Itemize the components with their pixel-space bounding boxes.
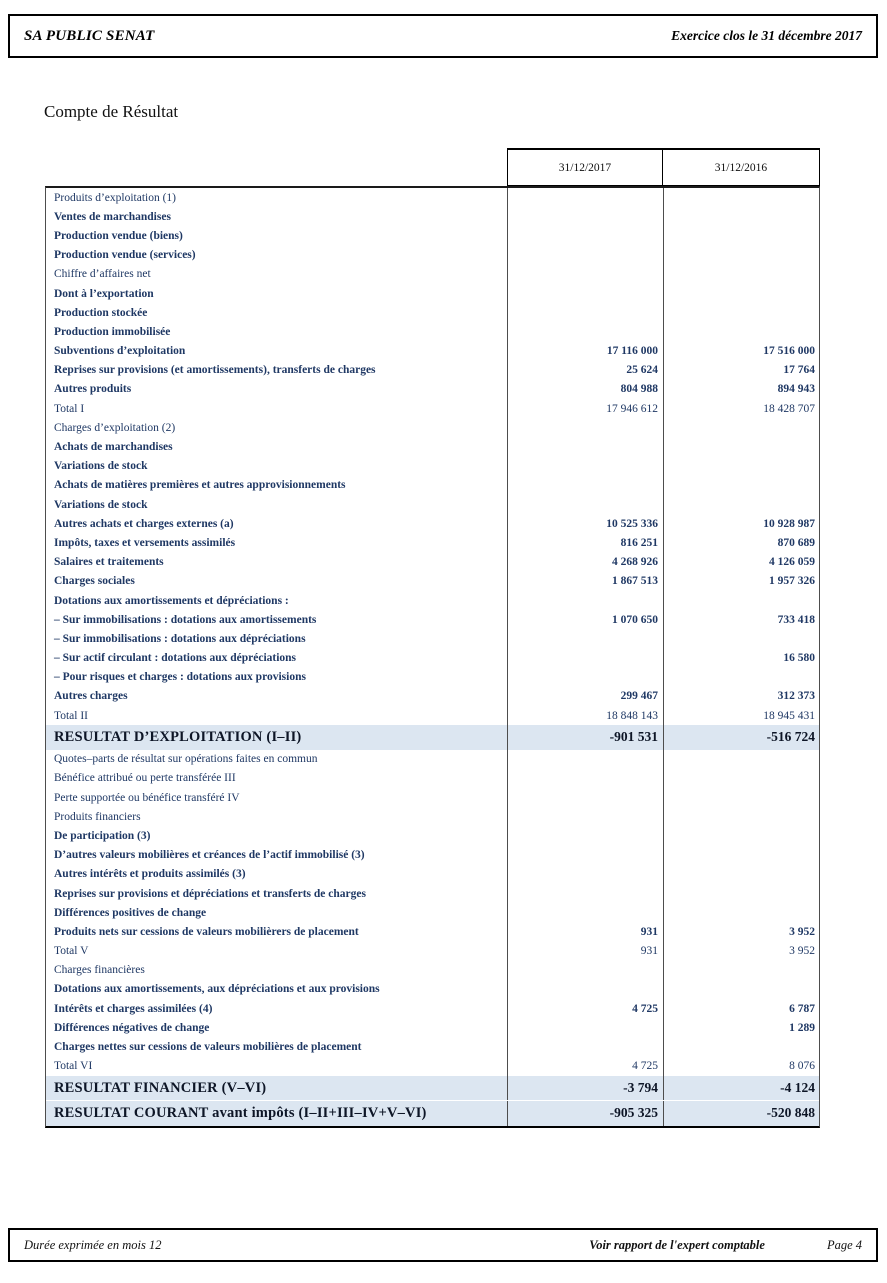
table-row — [46, 1057, 819, 1076]
value-2016: 10 928 987 — [663, 514, 820, 533]
row-label: Chiffre d’affaires net — [54, 268, 151, 281]
table-row — [46, 476, 819, 495]
row-label: Total VI — [54, 1060, 93, 1073]
value-2017 — [507, 865, 663, 884]
table-row — [46, 769, 819, 788]
value-2017 — [507, 207, 663, 226]
value-2017 — [507, 788, 663, 807]
table-row — [46, 649, 819, 668]
value-2016 — [663, 629, 820, 648]
value-2016 — [663, 668, 820, 687]
value-2017 — [507, 750, 663, 769]
table-row — [46, 303, 819, 322]
table-row — [46, 687, 819, 706]
value-2017 — [507, 903, 663, 922]
table-row — [46, 380, 819, 399]
row-label: Produits nets sur cessions de valeurs mobilièrers de placement — [54, 925, 359, 938]
row-label: RESULTAT FINANCIER (V–VI) — [54, 1079, 267, 1096]
table-row — [46, 846, 819, 865]
row-label: Charges d’exploitation (2) — [54, 421, 176, 434]
row-label: Perte supportée ou bénéfice transféré IV — [54, 791, 240, 804]
table-row — [46, 342, 819, 361]
value-2016: 18 428 707 — [663, 399, 820, 418]
row-label: Charges sociales — [54, 575, 135, 588]
row-label: Production vendue (services) — [54, 249, 196, 262]
value-2016 — [663, 207, 820, 226]
value-2016 — [663, 980, 820, 999]
value-2017 — [507, 649, 663, 668]
row-label: Charges financières — [54, 964, 145, 977]
value-2016 — [663, 284, 820, 303]
table-row — [46, 399, 819, 418]
value-2016: 3 952 — [663, 922, 820, 941]
table-row — [46, 610, 819, 629]
value-2016: 1 957 326 — [663, 572, 820, 591]
table-row — [46, 361, 819, 380]
value-2017: 4 725 — [507, 999, 663, 1018]
value-2016: -4 124 — [663, 1076, 820, 1100]
value-2016 — [663, 865, 820, 884]
value-2016 — [663, 769, 820, 788]
row-label: – Sur immobilisations : dotations aux dépréciations — [54, 632, 306, 645]
value-2017: 10 525 336 — [507, 514, 663, 533]
value-2016: 17 764 — [663, 361, 820, 380]
value-2016 — [663, 418, 820, 437]
value-2017 — [507, 629, 663, 648]
value-2016 — [663, 826, 820, 845]
value-2016: 870 689 — [663, 533, 820, 552]
value-2017 — [507, 846, 663, 865]
row-label: RESULTAT D’EXPLOITATION (I–II) — [54, 728, 302, 745]
value-2017 — [507, 668, 663, 687]
row-label: – Pour risques et charges : dotations aux provisions — [54, 671, 306, 684]
result-row — [46, 1076, 819, 1100]
value-2016: 1 289 — [663, 1018, 820, 1037]
row-label: Autres charges — [54, 690, 128, 703]
row-label: Bénéfice attribué ou perte transférée III — [54, 772, 236, 785]
footer-right-group — [589, 1238, 862, 1253]
row-label: Reprises sur provisions (et amortissements), transferts de charges — [54, 364, 376, 377]
value-2017 — [507, 226, 663, 245]
value-2017: -901 531 — [507, 725, 663, 749]
table-row — [46, 999, 819, 1018]
value-2016: 18 945 431 — [663, 706, 820, 725]
footer-expert-note: Voir rapport de l'expert comptable — [589, 1237, 765, 1252]
value-2016 — [663, 807, 820, 826]
value-2017: 4 268 926 — [507, 553, 663, 572]
table-column-headers — [45, 148, 820, 186]
value-2017: -3 794 — [507, 1076, 663, 1100]
table-row — [46, 903, 819, 922]
value-2017: 17 116 000 — [507, 342, 663, 361]
value-2016: 16 580 — [663, 649, 820, 668]
value-2017 — [507, 769, 663, 788]
value-2016: 733 418 — [663, 610, 820, 629]
value-2016 — [663, 495, 820, 514]
value-2017: 931 — [507, 922, 663, 941]
row-label: De participation (3) — [54, 829, 151, 842]
row-label: – Sur immobilisations : dotations aux amortissements — [54, 613, 317, 626]
value-2017: 816 251 — [507, 533, 663, 552]
page-header-frame — [8, 14, 878, 58]
value-2016: 3 952 — [663, 942, 820, 961]
row-label: Dotations aux amortissements et dépréciations : — [54, 594, 289, 607]
row-label: RESULTAT COURANT avant impôts (I–II+III–IV+V–VI) — [54, 1104, 427, 1121]
value-2016: 17 516 000 — [663, 342, 820, 361]
value-2017 — [507, 265, 663, 284]
value-2016 — [663, 188, 820, 207]
row-label: Subventions d’exploitation — [54, 345, 186, 358]
income-statement-table — [45, 148, 820, 1128]
value-2016 — [663, 476, 820, 495]
row-label: Total II — [54, 709, 89, 722]
row-label: Autres achats et charges externes (a) — [54, 517, 234, 530]
value-2017: 1 867 513 — [507, 572, 663, 591]
value-2017 — [507, 826, 663, 845]
value-2016: -520 848 — [663, 1101, 820, 1125]
table-row — [46, 826, 819, 845]
table-row — [46, 284, 819, 303]
row-label: Charges nettes sur cessions de valeurs mobilières de placement — [54, 1041, 362, 1054]
row-label: Dont à l’exportation — [54, 287, 154, 300]
value-2016 — [663, 788, 820, 807]
page-title: Compte de Résultat — [44, 102, 179, 121]
row-label: Dotations aux amortissements, aux dépréciations et aux provisions — [54, 983, 380, 996]
table-row — [46, 980, 819, 999]
value-2017: 25 624 — [507, 361, 663, 380]
value-2017: 931 — [507, 942, 663, 961]
table-row — [46, 188, 819, 207]
row-label: Ventes de marchandises — [54, 210, 171, 223]
value-2017 — [507, 303, 663, 322]
value-2017 — [507, 418, 663, 437]
value-2017 — [507, 591, 663, 610]
column-header-2017: 31/12/2017 — [507, 148, 663, 186]
value-2016: 894 943 — [663, 380, 820, 399]
value-2016 — [663, 750, 820, 769]
value-2016 — [663, 884, 820, 903]
table-row — [46, 807, 819, 826]
table-row — [46, 1037, 819, 1056]
value-2016: 8 076 — [663, 1057, 820, 1076]
table-row — [46, 942, 819, 961]
value-2016 — [663, 903, 820, 922]
footer-duration: Durée exprimée en mois 12 — [24, 1237, 162, 1252]
table-row — [46, 629, 819, 648]
table-row — [46, 437, 819, 456]
value-2017 — [507, 884, 663, 903]
table-row — [46, 961, 819, 980]
table-row — [46, 457, 819, 476]
table-row — [46, 922, 819, 941]
table-row — [46, 226, 819, 245]
column-header-2016: 31/12/2016 — [662, 148, 820, 186]
result-row — [46, 1100, 819, 1125]
value-2016 — [663, 591, 820, 610]
row-label: Quotes–parts de résultat sur opérations faites en commun — [54, 753, 318, 766]
table-row — [46, 668, 819, 687]
value-2016 — [663, 961, 820, 980]
row-label: Total V — [54, 945, 89, 958]
value-2017: -905 325 — [507, 1101, 663, 1125]
value-2016 — [663, 1037, 820, 1056]
value-2017: 804 988 — [507, 380, 663, 399]
value-2016 — [663, 226, 820, 245]
table-row — [46, 865, 819, 884]
table-row — [46, 572, 819, 591]
value-2017 — [507, 1018, 663, 1037]
value-2017 — [507, 246, 663, 265]
table-row — [46, 246, 819, 265]
value-2017 — [507, 1037, 663, 1056]
table-row — [46, 788, 819, 807]
table-row — [46, 591, 819, 610]
value-2016: 6 787 — [663, 999, 820, 1018]
row-label: Impôts, taxes et versements assimilés — [54, 536, 236, 549]
table-row — [46, 418, 819, 437]
value-2016 — [663, 322, 820, 341]
table-row — [46, 322, 819, 341]
table-row — [46, 495, 819, 514]
value-2017 — [507, 961, 663, 980]
row-label: Variations de stock — [54, 460, 148, 473]
table-row — [46, 514, 819, 533]
value-2016: 4 126 059 — [663, 553, 820, 572]
row-label: D’autres valeurs mobilières et créances de l’actif immobilisé (3) — [54, 849, 365, 862]
result-row — [46, 725, 819, 749]
company-name: SA PUBLIC SENAT — [24, 27, 155, 44]
page-footer-frame — [8, 1228, 878, 1262]
table-row — [46, 533, 819, 552]
row-label: Produits financiers — [54, 810, 141, 823]
value-2017 — [507, 980, 663, 999]
table-row — [46, 1018, 819, 1037]
value-2016 — [663, 303, 820, 322]
row-label: Salaires et traitements — [54, 556, 164, 569]
value-2017: 18 848 143 — [507, 706, 663, 725]
row-label: – Sur actif circulant : dotations aux dépréciations — [54, 652, 297, 665]
table-body — [45, 186, 820, 1128]
row-label: Variations de stock — [54, 498, 148, 511]
value-2017 — [507, 476, 663, 495]
value-2017 — [507, 457, 663, 476]
row-label: Intérêts et charges assimilées (4) — [54, 1002, 213, 1015]
value-2016: -516 724 — [663, 725, 820, 749]
table-row — [46, 706, 819, 725]
row-label: Production vendue (biens) — [54, 229, 183, 242]
value-2016: 312 373 — [663, 687, 820, 706]
value-2016 — [663, 457, 820, 476]
row-label: Différences positives de change — [54, 906, 207, 919]
row-label: Différences négatives de change — [54, 1021, 210, 1034]
value-2017 — [507, 495, 663, 514]
value-2017: 1 070 650 — [507, 610, 663, 629]
value-2017: 17 946 612 — [507, 399, 663, 418]
table-row — [46, 553, 819, 572]
value-2017: 4 725 — [507, 1057, 663, 1076]
row-label: Total I — [54, 402, 85, 415]
value-2017 — [507, 284, 663, 303]
row-label: Autres intérêts et produits assimilés (3) — [54, 868, 246, 881]
row-label: Production immobilisée — [54, 325, 171, 338]
table-row — [46, 750, 819, 769]
row-label: Achats de marchandises — [54, 441, 173, 454]
footer-page-number: Page 4 — [826, 1237, 862, 1252]
value-2017 — [507, 188, 663, 207]
table-row — [46, 884, 819, 903]
value-2017: 299 467 — [507, 687, 663, 706]
value-2016 — [663, 265, 820, 284]
value-2017 — [507, 807, 663, 826]
table-row — [46, 265, 819, 284]
row-label: Reprises sur provisions et dépréciations et transferts de charges — [54, 887, 366, 900]
row-label: Achats de matières premières et autres approvisionnements — [54, 479, 346, 492]
value-2016 — [663, 846, 820, 865]
table-row — [46, 207, 819, 226]
row-label: Autres produits — [54, 383, 132, 396]
value-2016 — [663, 437, 820, 456]
row-label: Production stockée — [54, 306, 148, 319]
value-2017 — [507, 322, 663, 341]
value-2017 — [507, 437, 663, 456]
exercise-close-date: Exercice clos le 31 décembre 2017 — [671, 28, 862, 43]
row-label: Produits d’exploitation (1) — [54, 191, 177, 204]
value-2016 — [663, 246, 820, 265]
